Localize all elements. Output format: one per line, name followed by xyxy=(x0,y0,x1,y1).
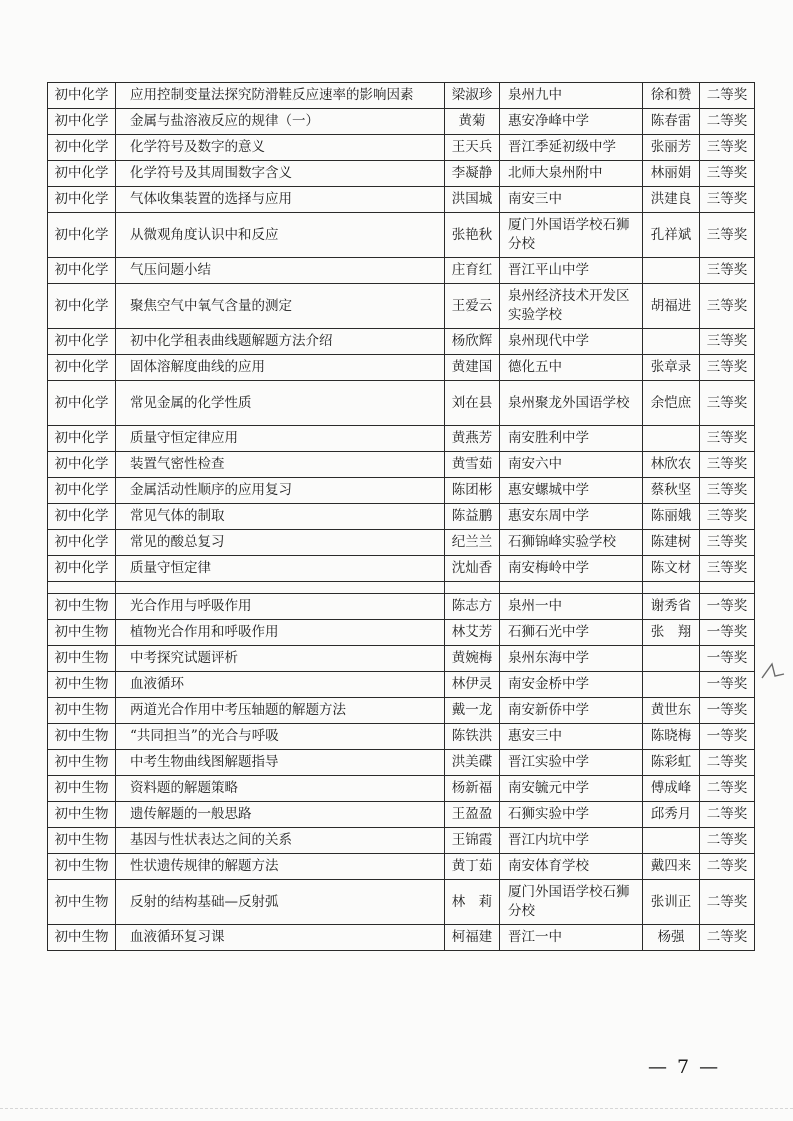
cell-award: 三等奖 xyxy=(700,258,755,284)
cell-advisor: 林欣农 xyxy=(643,452,700,478)
table-row xyxy=(48,187,755,213)
cell-subject: 初中化学 xyxy=(48,284,116,329)
cell-title: 金属与盐溶液反应的规律（一） xyxy=(116,109,445,135)
cell-advisor: 陈春雷 xyxy=(643,109,700,135)
cell-title: 中考探究试题评析 xyxy=(116,646,445,672)
cell-school: 惠安净峰中学 xyxy=(500,109,643,135)
table-row xyxy=(48,109,755,135)
cell-advisor xyxy=(643,646,700,672)
cell-subject: 初中生物 xyxy=(48,776,116,802)
cell-subject: 初中化学 xyxy=(48,381,116,426)
table-row xyxy=(48,355,755,381)
cell-author: 林 莉 xyxy=(445,880,500,925)
cell-school: 晋江一中 xyxy=(500,925,643,951)
cell-title: 性状遗传规律的解题方法 xyxy=(116,854,445,880)
cell-school: 石狮石光中学 xyxy=(500,620,643,646)
cell-advisor: 蔡秋坚 xyxy=(643,478,700,504)
table-row xyxy=(48,381,755,426)
cell-author: 杨欣辉 xyxy=(445,329,500,355)
cell-subject: 初中生物 xyxy=(48,594,116,620)
cell-title: 应用控制变量法探究防滑鞋反应速率的影响因素 xyxy=(116,83,445,109)
cell-advisor: 张章录 xyxy=(643,355,700,381)
cell-advisor xyxy=(643,329,700,355)
cell-school: 南安新侨中学 xyxy=(500,698,643,724)
cell-award: 一等奖 xyxy=(700,698,755,724)
table-row xyxy=(48,478,755,504)
blank-cell xyxy=(116,582,445,594)
cell-award: 二等奖 xyxy=(700,776,755,802)
footer-rule xyxy=(0,1108,793,1109)
cell-advisor: 孔祥斌 xyxy=(643,213,700,258)
cell-author: 陈益鹏 xyxy=(445,504,500,530)
cell-author: 陈团彬 xyxy=(445,478,500,504)
table-row xyxy=(48,828,755,854)
cell-school: 泉州东海中学 xyxy=(500,646,643,672)
table-row xyxy=(48,452,755,478)
cell-advisor: 陈建树 xyxy=(643,530,700,556)
cell-award: 二等奖 xyxy=(700,925,755,951)
cell-school: 南安毓元中学 xyxy=(500,776,643,802)
cell-subject: 初中化学 xyxy=(48,504,116,530)
table-row xyxy=(48,925,755,951)
cell-title: 常见气体的制取 xyxy=(116,504,445,530)
cell-subject: 初中生物 xyxy=(48,925,116,951)
cell-subject: 初中化学 xyxy=(48,135,116,161)
table-row xyxy=(48,556,755,582)
table-row xyxy=(48,802,755,828)
cell-advisor: 张训正 xyxy=(643,880,700,925)
cell-title: 常见金属的化学性质 xyxy=(116,381,445,426)
cell-advisor: 胡福进 xyxy=(643,284,700,329)
cell-title: “共同担当”的光合与呼吸 xyxy=(116,724,445,750)
table-row xyxy=(48,594,755,620)
cell-title: 从微观角度认识中和反应 xyxy=(116,213,445,258)
table-row xyxy=(48,161,755,187)
cell-award: 三等奖 xyxy=(700,135,755,161)
cell-author: 林伊灵 xyxy=(445,672,500,698)
cell-award: 一等奖 xyxy=(700,620,755,646)
cell-award: 一等奖 xyxy=(700,646,755,672)
cell-advisor: 傅成峰 xyxy=(643,776,700,802)
cell-award: 三等奖 xyxy=(700,284,755,329)
cell-award: 二等奖 xyxy=(700,83,755,109)
cell-award: 三等奖 xyxy=(700,504,755,530)
cell-author: 王爱云 xyxy=(445,284,500,329)
table-row xyxy=(48,724,755,750)
cell-award: 三等奖 xyxy=(700,452,755,478)
cell-advisor xyxy=(643,426,700,452)
table-row xyxy=(48,426,755,452)
cell-school: 南安六中 xyxy=(500,452,643,478)
cell-school: 南安三中 xyxy=(500,187,643,213)
blank-cell xyxy=(48,582,116,594)
cell-school: 厦门外国语学校石狮分校 xyxy=(500,880,643,925)
cell-advisor: 陈彩虹 xyxy=(643,750,700,776)
cell-award: 二等奖 xyxy=(700,750,755,776)
cell-advisor: 戴四来 xyxy=(643,854,700,880)
table-row xyxy=(48,329,755,355)
table-row xyxy=(48,646,755,672)
cell-school: 北师大泉州附中 xyxy=(500,161,643,187)
cell-award: 三等奖 xyxy=(700,381,755,426)
cell-title: 中考生物曲线图解题指导 xyxy=(116,750,445,776)
cell-award: 二等奖 xyxy=(700,880,755,925)
cell-subject: 初中化学 xyxy=(48,258,116,284)
cell-author: 林艾芳 xyxy=(445,620,500,646)
cell-author: 王锦霞 xyxy=(445,828,500,854)
cell-title: 植物光合作用和呼吸作用 xyxy=(116,620,445,646)
cell-school: 石狮实验中学 xyxy=(500,802,643,828)
cell-school: 泉州经济技术开发区实验学校 xyxy=(500,284,643,329)
cell-advisor xyxy=(643,828,700,854)
cell-author: 杨新福 xyxy=(445,776,500,802)
cell-subject: 初中化学 xyxy=(48,161,116,187)
cell-author: 戴一龙 xyxy=(445,698,500,724)
cell-school: 惠安螺城中学 xyxy=(500,478,643,504)
cell-advisor: 陈文材 xyxy=(643,556,700,582)
cell-school: 南安胜利中学 xyxy=(500,426,643,452)
cell-title: 气体收集装置的选择与应用 xyxy=(116,187,445,213)
cell-author: 梁淑珍 xyxy=(445,83,500,109)
cell-author: 洪美碟 xyxy=(445,750,500,776)
cell-subject: 初中化学 xyxy=(48,83,116,109)
cell-title: 气压问题小结 xyxy=(116,258,445,284)
cell-award: 三等奖 xyxy=(700,556,755,582)
cell-school: 泉州聚龙外国语学校 xyxy=(500,381,643,426)
table-row xyxy=(48,698,755,724)
table-row xyxy=(48,854,755,880)
cell-award: 三等奖 xyxy=(700,213,755,258)
table-row xyxy=(48,776,755,802)
table-row xyxy=(48,750,755,776)
table-row xyxy=(48,880,755,925)
cell-subject: 初中生物 xyxy=(48,880,116,925)
cell-subject: 初中化学 xyxy=(48,109,116,135)
cell-award: 二等奖 xyxy=(700,109,755,135)
cell-title: 初中化学租表曲线题解题方法介绍 xyxy=(116,329,445,355)
cell-award: 三等奖 xyxy=(700,187,755,213)
cell-subject: 初中化学 xyxy=(48,530,116,556)
cell-advisor xyxy=(643,672,700,698)
cell-award: 三等奖 xyxy=(700,355,755,381)
cell-advisor: 洪建良 xyxy=(643,187,700,213)
cell-subject: 初中化学 xyxy=(48,478,116,504)
cell-award: 二等奖 xyxy=(700,802,755,828)
blank-cell xyxy=(445,582,500,594)
cell-award: 三等奖 xyxy=(700,426,755,452)
cell-title: 遗传解题的一般思路 xyxy=(116,802,445,828)
cell-author: 黄婉梅 xyxy=(445,646,500,672)
cell-subject: 初中生物 xyxy=(48,854,116,880)
cell-school: 南安梅岭中学 xyxy=(500,556,643,582)
table-row xyxy=(48,530,755,556)
cell-subject: 初中化学 xyxy=(48,556,116,582)
blank-cell xyxy=(643,582,700,594)
cell-subject: 初中生物 xyxy=(48,620,116,646)
cell-subject: 初中化学 xyxy=(48,187,116,213)
cell-subject: 初中化学 xyxy=(48,213,116,258)
cell-title: 常见的酸总复习 xyxy=(116,530,445,556)
cell-title: 金属活动性顺序的应用复习 xyxy=(116,478,445,504)
cell-title: 固体溶解度曲线的应用 xyxy=(116,355,445,381)
cell-title: 聚焦空气中氧气含量的测定 xyxy=(116,284,445,329)
cell-award: 一等奖 xyxy=(700,594,755,620)
cell-author: 纪兰兰 xyxy=(445,530,500,556)
cell-subject: 初中生物 xyxy=(48,750,116,776)
cell-subject: 初中生物 xyxy=(48,802,116,828)
cell-title: 两道光合作用中考压轴题的解题方法 xyxy=(116,698,445,724)
cell-author: 王天兵 xyxy=(445,135,500,161)
cell-school: 惠安东周中学 xyxy=(500,504,643,530)
page-number: — 7 — xyxy=(648,1056,721,1078)
cell-advisor: 谢秀省 xyxy=(643,594,700,620)
cell-author: 陈志方 xyxy=(445,594,500,620)
cell-advisor: 林丽娟 xyxy=(643,161,700,187)
cell-advisor: 陈晓梅 xyxy=(643,724,700,750)
cell-subject: 初中生物 xyxy=(48,698,116,724)
cell-school: 晋江内坑中学 xyxy=(500,828,643,854)
cell-school: 泉州现代中学 xyxy=(500,329,643,355)
cell-advisor: 邱秀月 xyxy=(643,802,700,828)
cell-subject: 初中生物 xyxy=(48,724,116,750)
cell-author: 刘在县 xyxy=(445,381,500,426)
cell-subject: 初中化学 xyxy=(48,426,116,452)
table-row xyxy=(48,135,755,161)
cell-school: 南安金桥中学 xyxy=(500,672,643,698)
table-row xyxy=(48,258,755,284)
cell-author: 黄燕芳 xyxy=(445,426,500,452)
table-row xyxy=(48,83,755,109)
cell-award: 三等奖 xyxy=(700,478,755,504)
cell-advisor: 余恺庶 xyxy=(643,381,700,426)
cell-school: 惠安三中 xyxy=(500,724,643,750)
cell-subject: 初中化学 xyxy=(48,329,116,355)
cell-school: 南安体育学校 xyxy=(500,854,643,880)
blank-cell xyxy=(700,582,755,594)
cell-title: 化学符号及其周围数字含义 xyxy=(116,161,445,187)
cell-title: 资料题的解题策略 xyxy=(116,776,445,802)
cell-award: 二等奖 xyxy=(700,854,755,880)
cell-title: 血液循环复习课 xyxy=(116,925,445,951)
table-row xyxy=(48,284,755,329)
cell-subject: 初中生物 xyxy=(48,672,116,698)
cell-author: 陈铁洪 xyxy=(445,724,500,750)
cell-author: 黄雪茹 xyxy=(445,452,500,478)
cell-author: 黄建国 xyxy=(445,355,500,381)
cell-award: 一等奖 xyxy=(700,724,755,750)
cell-school: 晋江平山中学 xyxy=(500,258,643,284)
cell-subject: 初中生物 xyxy=(48,828,116,854)
cell-title: 光合作用与呼吸作用 xyxy=(116,594,445,620)
cell-advisor xyxy=(643,258,700,284)
cell-subject: 初中生物 xyxy=(48,646,116,672)
cell-award: 二等奖 xyxy=(700,828,755,854)
cell-advisor: 黄世东 xyxy=(643,698,700,724)
cell-title: 化学符号及数字的意义 xyxy=(116,135,445,161)
cell-author: 沈灿香 xyxy=(445,556,500,582)
cell-school: 德化五中 xyxy=(500,355,643,381)
cell-author: 庄育红 xyxy=(445,258,500,284)
cell-school: 厦门外国语学校石狮分校 xyxy=(500,213,643,258)
cell-award: 一等奖 xyxy=(700,672,755,698)
cell-subject: 初中化学 xyxy=(48,355,116,381)
cell-advisor: 杨强 xyxy=(643,925,700,951)
cell-author: 洪国城 xyxy=(445,187,500,213)
cell-school: 泉州九中 xyxy=(500,83,643,109)
cell-school: 泉州一中 xyxy=(500,594,643,620)
cell-advisor: 张丽芳 xyxy=(643,135,700,161)
awards-table-body xyxy=(48,83,755,951)
table-row xyxy=(48,672,755,698)
table-row xyxy=(48,213,755,258)
cell-title: 反射的结构基础—反射弧 xyxy=(116,880,445,925)
cell-title: 质量守恒定律应用 xyxy=(116,426,445,452)
cell-author: 王盈盈 xyxy=(445,802,500,828)
cell-title: 质量守恒定律 xyxy=(116,556,445,582)
cell-author: 黄菊 xyxy=(445,109,500,135)
cell-award: 三等奖 xyxy=(700,329,755,355)
cell-award: 三等奖 xyxy=(700,161,755,187)
table-row-blank xyxy=(48,582,755,594)
cell-subject: 初中化学 xyxy=(48,452,116,478)
table-row xyxy=(48,504,755,530)
cell-advisor: 徐和赞 xyxy=(643,83,700,109)
cell-advisor: 张 翔 xyxy=(643,620,700,646)
blank-cell xyxy=(500,582,643,594)
cell-author: 黄丁茹 xyxy=(445,854,500,880)
awards-table xyxy=(47,82,755,951)
cell-award: 三等奖 xyxy=(700,530,755,556)
cell-school: 晋江季延初级中学 xyxy=(500,135,643,161)
cell-title: 血液循环 xyxy=(116,672,445,698)
cell-author: 柯福建 xyxy=(445,925,500,951)
cell-school: 石狮锦峰实验学校 xyxy=(500,530,643,556)
cell-author: 张艳秋 xyxy=(445,213,500,258)
cell-title: 装置气密性检查 xyxy=(116,452,445,478)
margin-mark-icon xyxy=(760,662,786,680)
cell-title: 基因与性状表达之间的关系 xyxy=(116,828,445,854)
cell-author: 李凝静 xyxy=(445,161,500,187)
table-row xyxy=(48,620,755,646)
cell-school: 晋江实验中学 xyxy=(500,750,643,776)
cell-advisor: 陈丽娥 xyxy=(643,504,700,530)
